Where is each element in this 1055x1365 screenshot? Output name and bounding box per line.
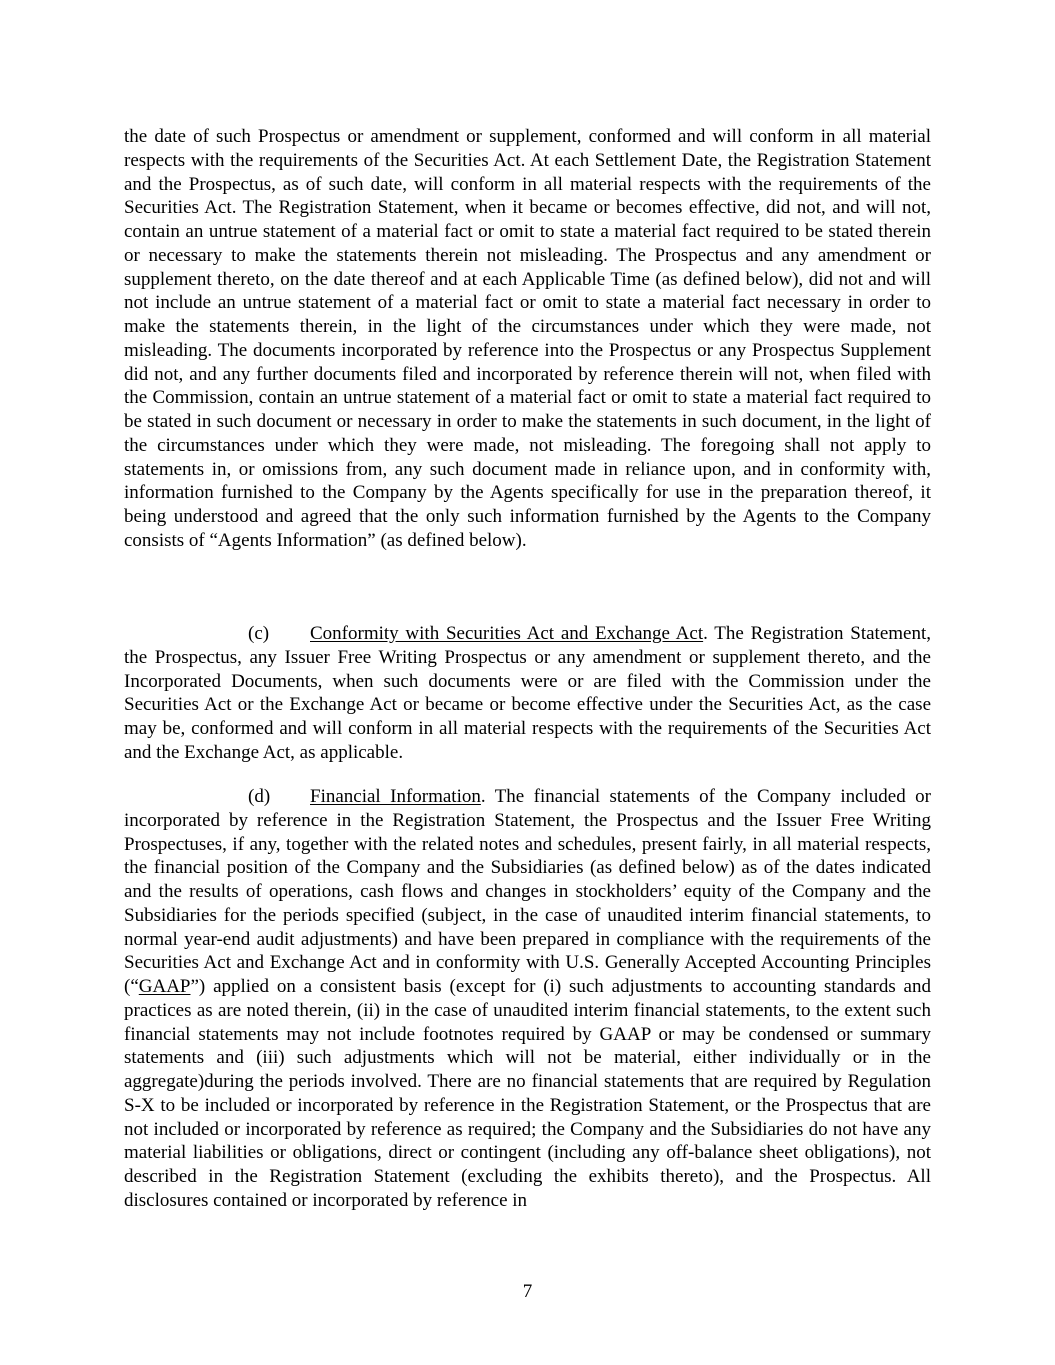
- section-d-defined-term: GAAP: [138, 976, 191, 997]
- section-c-heading: Conformity with Securities Act and Exchange Act: [310, 623, 704, 644]
- paragraph-continuation: the date of such Prospectus or amendment or supplement, conformed and will conform in all material respects with the requirements of the Securities Act. At each Settlement Date, the Registration Statement and the Prospectus, as of such date, will conform in all material respects with the requirements of the Securities Act. The Registration Statement, when it became or becomes effective, did not, and will not, contain an untrue statement of a material fact or omit to state a material fact required to be stated therein or necessary to make the statements therein not misleading. The Prospectus and any amendment or supplement thereto, on the date thereof and at each Applicable Time (as defined below), did not and will not include an untrue statement of a material fact or omit to state a material fact necessary in order to make the statements therein, in the light of the circumstances under which they were made, not misleading. The documents incorporated by reference into the Prospectus or any Prospectus Supplement did not, and any further documents filed and incorporated by reference therein will not, when filed with the Commission, contain an untrue statement of a material fact or omit to state a material fact required to be stated in such document or necessary in order to make the statements in such document, in the light of the circumstances under which they were made, not misleading. The foregoing shall not apply to statements in, or omissions from, any such document made in reliance upon, and in conformity with, information furnished to the Company by the Agents specifically for use in the preparation thereof, it being understood and agreed that the only such information furnished by the Agents to the Company consists of “Agents Information” (as defined below).: [124, 126, 931, 551]
- page-number: 7: [522, 1281, 533, 1302]
- paragraph-section-c: [124, 622, 931, 765]
- section-d-text-part1: . The financial statements of the Company included or incorporated by reference in the Registration Statement, the Prospectus and the Issuer Free Writing Prospectuses, if any, together with the related notes and schedules, present fairly, in all material respects, the financial position of the Company and the Subsidiaries (as defined below) as of the dates indicated and the results of operations, cash flows and changes in stockholders’ equity of the Company and the Subsidiaries for the periods specified (subject, in the case of unaudited interim financial statements, to normal year-end audit adjustments) and have been prepared in compliance with the requirements of the Securities Act and Exchange Act and in conformity with U.S. Generally Accepted Accounting Principles (“: [124, 786, 931, 997]
- section-d-text-part2: ”) applied on a consistent basis (except for (i) such adjustments to accounting standards and practices as are noted therein, (ii) in the case of unaudited interim financial statements, to the extent such financial statements may not include footnotes required by GAAP or may be condensed or summary statements and (iii) such adjustments which will not be material, either individually or in the aggregate)during the periods involved. There are no financial statements that are required by Regulation S-X to be included or incorporated by reference in the Registration Statement, or the Prospectus that are not included or incorporated by reference as required; the Company and the Subsidiaries do not have any material liabilities or obligations, direct or contingent (including any off-balance sheet obligations), not described in the Registration Statement (excluding the exhibits thereto), and the Prospectus. All disclosures contained or incorporated by reference in: [124, 976, 931, 1211]
- section-d-label: (d): [248, 786, 271, 807]
- section-c-label: (c): [248, 623, 270, 644]
- section-c-text: . The Registration Statement, the Prospectus, any Issuer Free Writing Prospectus or any amendment or supplement thereto, and the Incorporated Documents, when such documents were or are filed with the Commission under the Securities Act or the Exchange Act or became or become effective under the Securities Act, as the case may be, conformed and will conform in all material respects with the requirements of the Securities Act and the Exchange Act, as applicable.: [124, 623, 931, 763]
- section-d-heading: Financial Information: [310, 786, 481, 807]
- paragraph-section-d: [124, 785, 931, 1213]
